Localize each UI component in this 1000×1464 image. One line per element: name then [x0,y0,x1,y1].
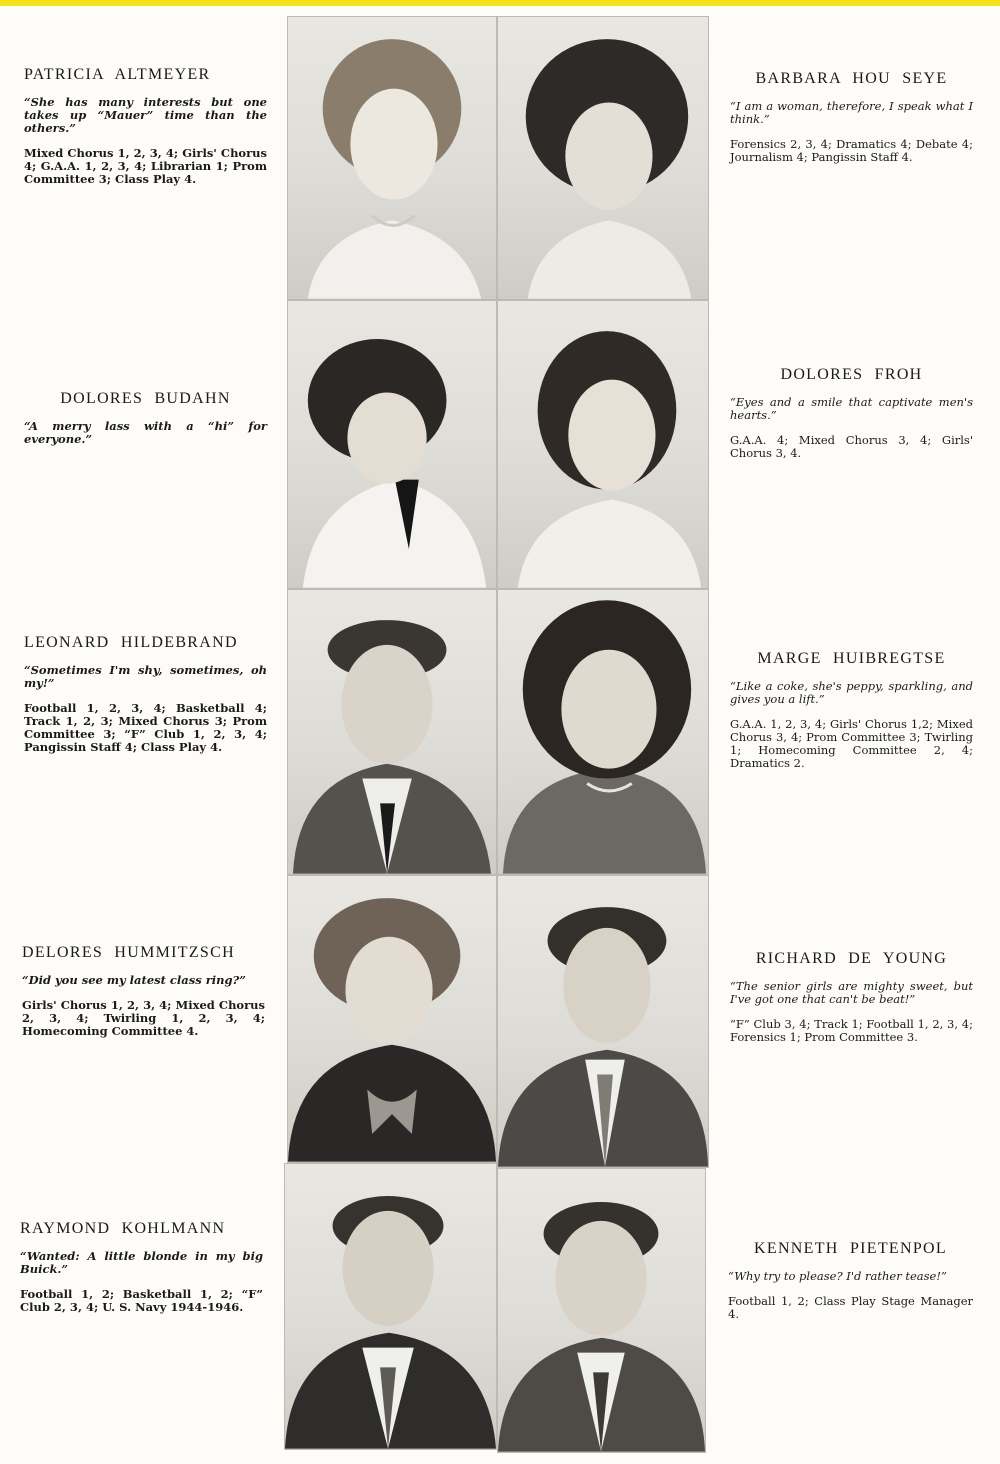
student-quote: “Like a coke, she's peppy, sparkling, and gives you a lift.” [730,679,973,706]
portrait-figure [498,301,708,588]
student-activities: Girls' Chorus 1, 2, 3, 4; Mixed Chorus 2, 3, 4; Twirling 1, 2, 3, 4; Homecoming Committee 4. [22,998,265,1038]
portrait-photo-kohlmann [284,1163,497,1450]
student-entry-budahn [24,390,267,458]
student-quote: “Wanted: A little blonde in my big Buick.” [20,1249,263,1276]
student-quote: “Why try to please? I'd rather tease!” [728,1269,947,1283]
portrait-figure [288,876,496,1162]
portrait-figure [498,876,708,1167]
student-activities: “F” Club 3, 4; Track 1; Football 1, 2, 3, 4; Forensics 1; Prom Committee 3. [730,1017,973,1044]
portrait-photo-huibregtse [497,589,709,875]
student-activities: Mixed Chorus 1, 2, 3, 4; Girls' Chorus 4; G.A.A. 1, 2, 3, 4; Librarian 1; Prom Committee 3; Class Play 4. [24,146,267,186]
student-activities: G.A.A. 4; Mixed Chorus 3, 4; Girls' Chorus 3, 4. [730,433,973,460]
portrait-photo-houseye [497,16,709,300]
portrait-figure [498,590,708,874]
student-name: DOLORES FROH [780,366,923,383]
student-quote: “Did you see my latest class ring?” [22,973,246,987]
portrait-photo-hummitzsch [287,875,497,1163]
student-quote: “I am a woman, therefore, I speak what I think.” [730,99,973,126]
student-name: BARBARA HOU SEYE [755,70,948,87]
student-name: RICHARD DE YOUNG [755,950,948,967]
portrait-photo-deyoung [497,875,709,1168]
student-name: DELORES HUMMITZSCH [22,944,235,961]
student-quote: “Eyes and a smile that captivate men's hearts.” [730,395,973,422]
portrait-figure [498,17,708,299]
student-entry-hildebrand [24,634,267,754]
student-activities: Football 1, 2, 3, 4; Basketball 4; Track 1, 2, 3; Mixed Chorus 3; Prom Committee 3; “F” Club 1, 2, 3, 4; Pangissin Staff 4; Class Play 4. [24,701,267,754]
portrait-figure [288,590,496,874]
portrait-photo-pietenpol [497,1168,706,1453]
student-name: PATRICIA ALTMEYER [24,66,211,83]
portrait-figure [498,1169,705,1452]
portrait-photo-budahn [287,300,497,589]
top-yellow-rule [0,0,1000,6]
student-quote: “The senior girls are mighty sweet, but I've got one that can't be beat!” [730,979,973,1006]
student-entry-huibregtse [730,650,973,770]
student-activities: G.A.A. 1, 2, 3, 4; Girls' Chorus 1,2; Mixed Chorus 3, 4; Prom Committee 3; Twirling 1; Homecoming Committee 2, 4; Dramatics 2. [730,717,973,770]
student-name: LEONARD HILDEBRAND [24,634,238,651]
student-entry-deyoung [730,950,973,1044]
student-name: DOLORES BUDAHN [60,390,231,407]
portrait-photo-altmeyer [287,16,497,300]
portrait-figure [288,17,496,299]
student-activities: Football 1, 2; Class Play Stage Manager 4. [728,1294,973,1321]
student-name: MARGE HUIBREGTSE [757,650,946,667]
student-entry-altmeyer [24,66,267,186]
portrait-figure [285,1164,496,1449]
student-entry-houseye [730,70,973,164]
student-quote: “She has many interests but one takes up “Mauer” time than the others.” [24,95,267,135]
portrait-figure [288,301,496,588]
student-quote: “A merry lass with a “hi” for everyone.” [24,419,267,446]
student-quote: “Sometimes I'm shy, sometimes, oh my!” [24,663,267,690]
student-entry-pietenpol [728,1240,973,1321]
student-name: KENNETH PIETENPOL [754,1240,947,1257]
student-activities: Football 1, 2; Basketball 1, 2; “F” Club 2, 3, 4; U. S. Navy 1944-1946. [20,1287,263,1314]
student-entry-hummitzsch [22,944,265,1038]
student-name: RAYMOND KOHLMANN [20,1220,226,1237]
portrait-photo-froh [497,300,709,589]
student-entry-kohlmann [20,1220,263,1314]
portrait-photo-hildebrand [287,589,497,875]
student-activities: Forensics 2, 3, 4; Dramatics 4; Debate 4; Journalism 4; Pangissin Staff 4. [730,137,973,164]
student-entry-froh [730,366,973,460]
